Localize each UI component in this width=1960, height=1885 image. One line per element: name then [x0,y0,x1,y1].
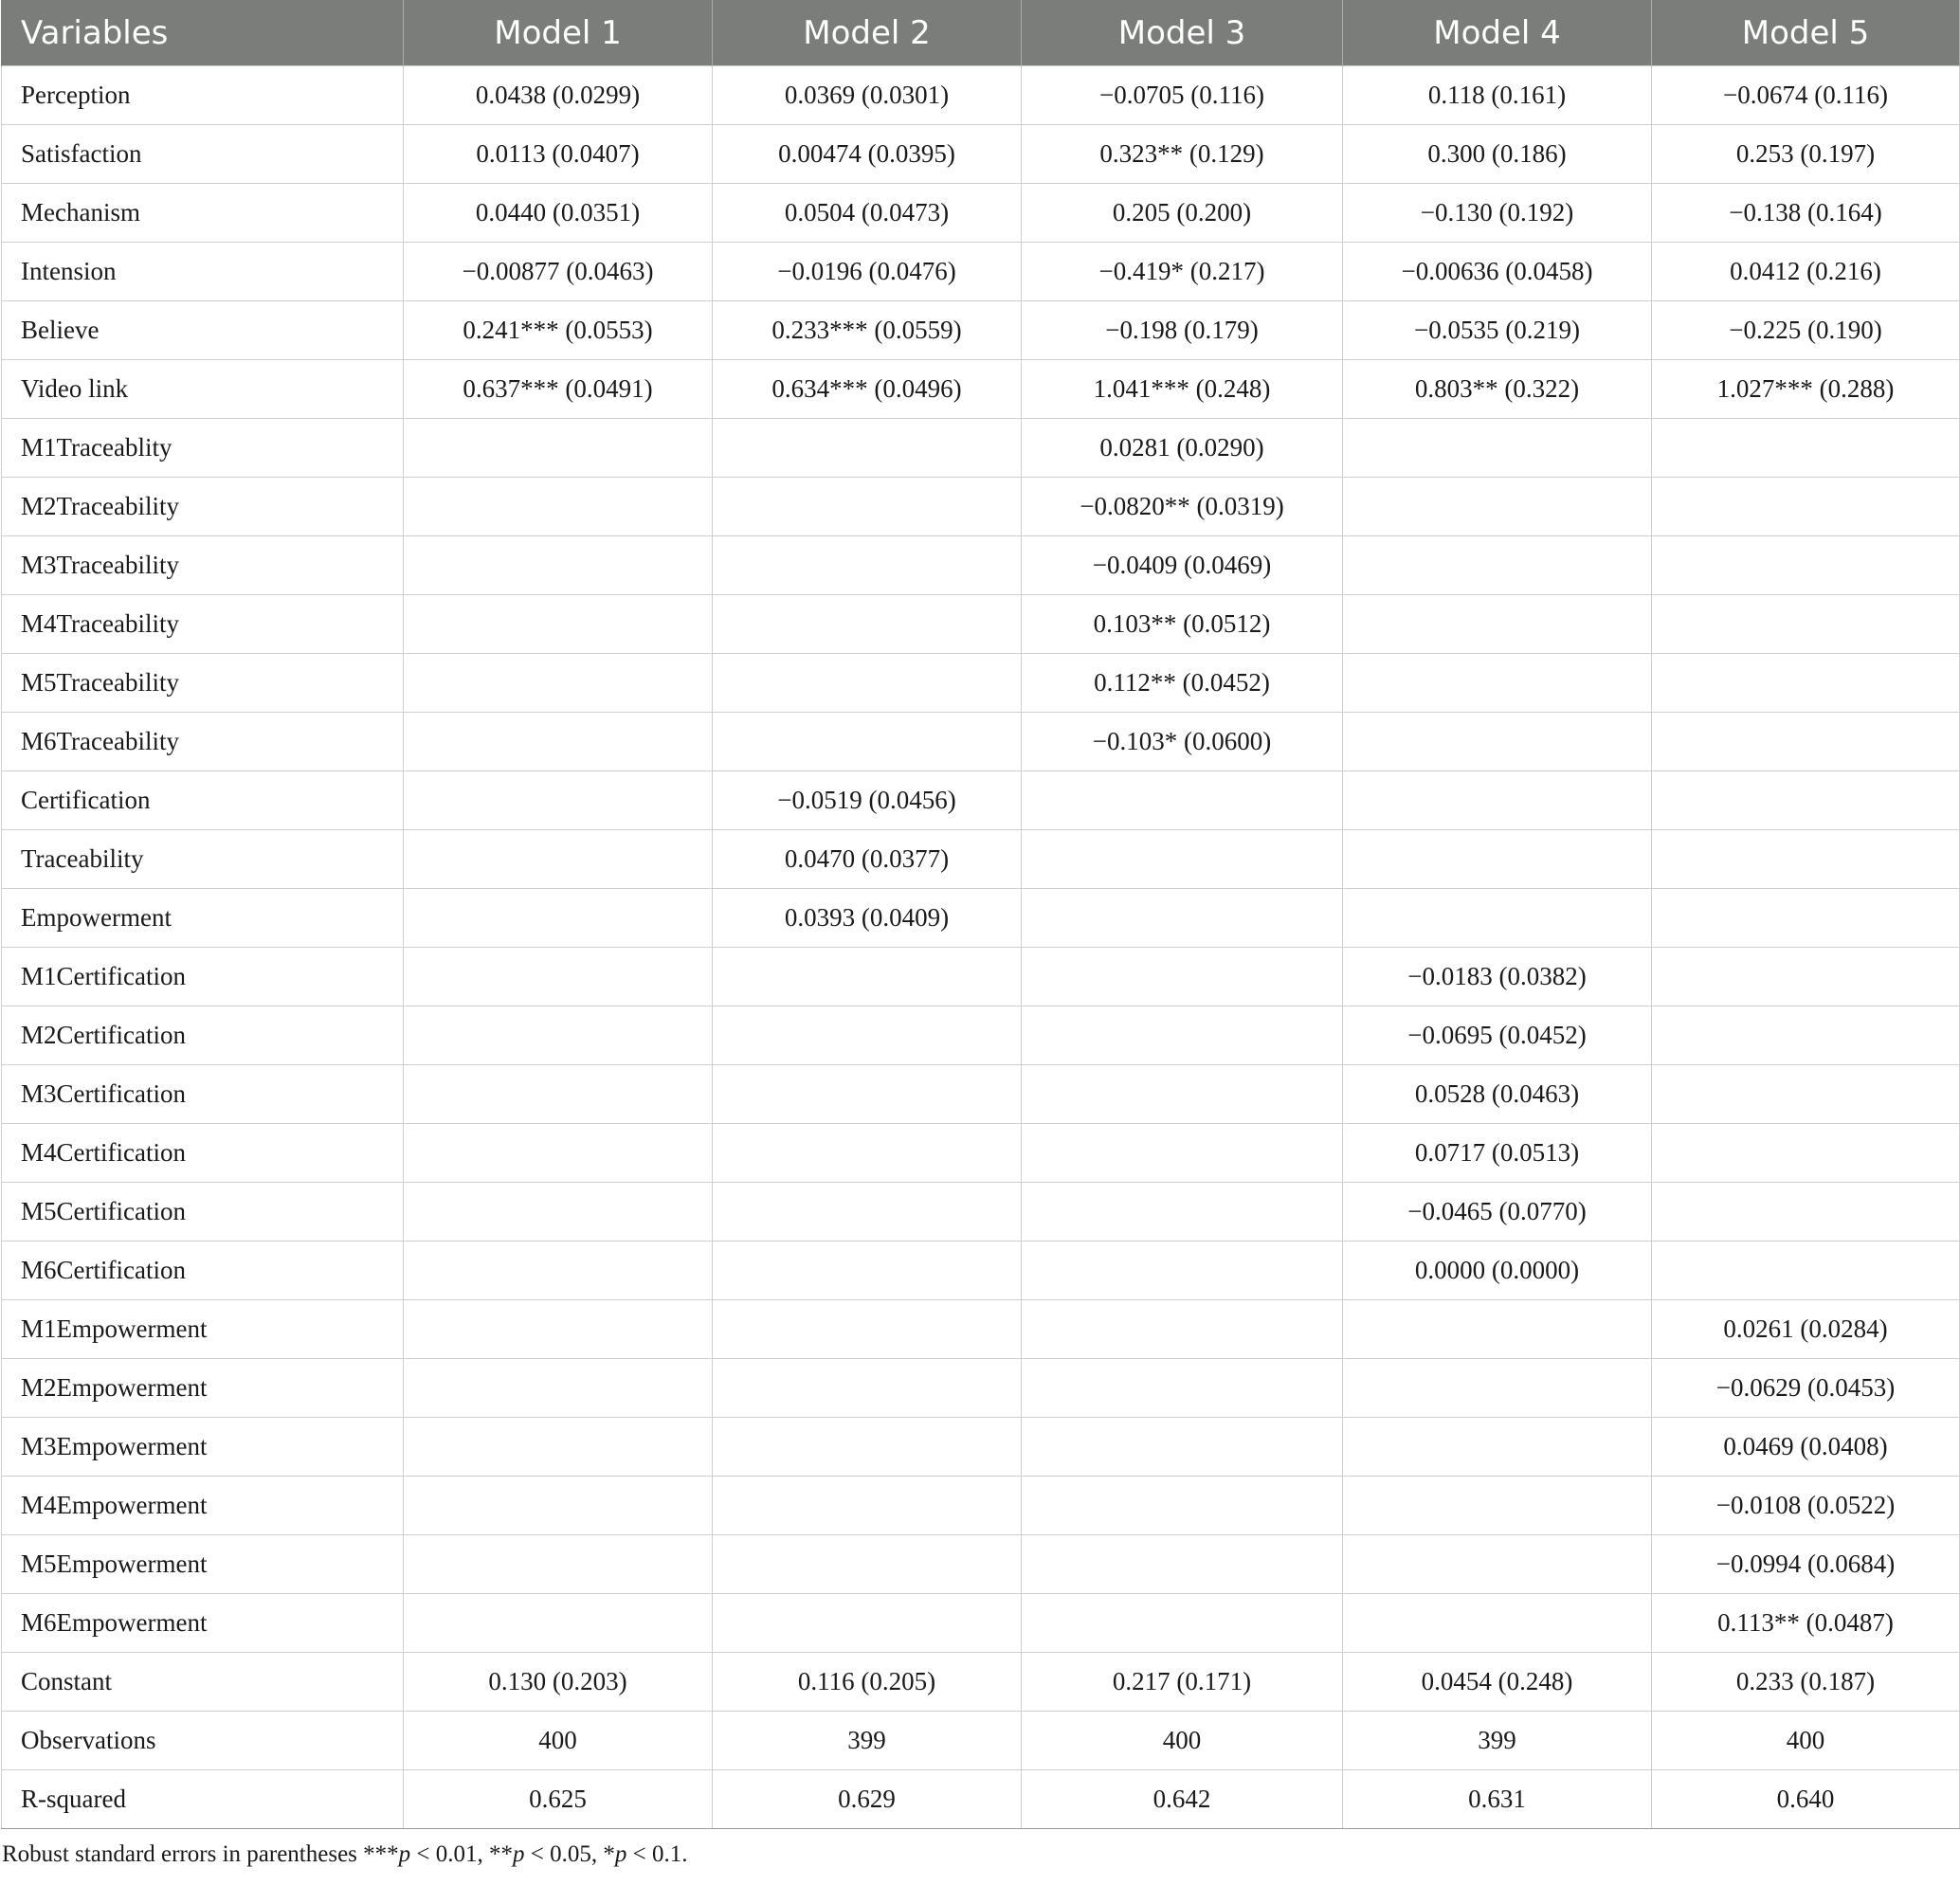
coefficient-cell: 0.116 (0.205) [713,1653,1022,1712]
footnote-threshold-1: < 0.01, [410,1841,490,1867]
coefficient-cell [1343,1300,1652,1359]
variable-name-cell: M6Traceability [2,713,404,771]
coefficient-cell: 0.0470 (0.0377) [713,830,1022,889]
coefficient-cell [713,1242,1022,1300]
coefficient-cell: 0.0717 (0.0513) [1343,1124,1652,1183]
coefficient-cell: 0.130 (0.203) [404,1653,713,1712]
table-row [2,419,1960,478]
coefficient-cell [1652,536,1960,595]
coefficient-cell [1652,830,1960,889]
coefficient-cell: −0.0820** (0.0319) [1022,478,1343,536]
variable-name-cell: M5Empowerment [2,1535,404,1594]
coefficient-cell: 0.0113 (0.0407) [404,125,713,184]
coefficient-cell [1652,1242,1960,1300]
coefficient-cell: 0.0393 (0.0409) [713,889,1022,948]
coefficient-cell: 0.112** (0.0452) [1022,654,1343,713]
coefficient-cell [404,1065,713,1124]
coefficient-cell: 0.0412 (0.216) [1652,243,1960,301]
table-row [2,889,1960,948]
table-row [2,771,1960,830]
coefficient-cell [404,1242,713,1300]
coefficient-cell: 0.233 (0.187) [1652,1653,1960,1712]
variable-name-cell: Intension [2,243,404,301]
coefficient-cell: 0.0369 (0.0301) [713,66,1022,125]
variable-name-cell: Video link [2,360,404,419]
coefficient-cell: 0.642 [1022,1770,1343,1829]
coefficient-cell [1343,1418,1652,1477]
coefficient-cell: 400 [1652,1712,1960,1770]
variable-name-cell: Satisfaction [2,125,404,184]
footnote-stars-2: ** [489,1841,514,1867]
coefficient-cell [404,1183,713,1242]
table-row [2,595,1960,654]
coefficient-cell [1652,713,1960,771]
coefficient-cell [404,948,713,1006]
coefficient-cell [1343,1359,1652,1418]
table-row [2,1300,1960,1359]
coefficient-cell [1343,771,1652,830]
coefficient-cell [1022,1065,1343,1124]
coefficient-cell [1022,1359,1343,1418]
coefficient-cell [713,1300,1022,1359]
variable-name-cell: M4Traceability [2,595,404,654]
coefficient-cell [404,713,713,771]
coefficient-cell: 0.0504 (0.0473) [713,184,1022,243]
coefficient-cell [713,1124,1022,1183]
coefficient-cell: −0.0705 (0.116) [1022,66,1343,125]
variable-name-cell: M2Empowerment [2,1359,404,1418]
variable-name-cell: M1Empowerment [2,1300,404,1359]
coefficient-cell [713,1477,1022,1535]
coefficient-cell: −0.0674 (0.116) [1652,66,1960,125]
coefficient-cell [1022,1183,1343,1242]
table-row [2,66,1960,125]
coefficient-cell: 0.205 (0.200) [1022,184,1343,243]
coefficient-cell [1022,1535,1343,1594]
coefficient-cell: 399 [1343,1712,1652,1770]
coefficient-cell: 1.027*** (0.288) [1652,360,1960,419]
coefficient-cell: 0.0438 (0.0299) [404,66,713,125]
table-body [2,66,1960,1829]
coefficient-cell: 0.631 [1343,1770,1652,1829]
coefficient-cell [1343,889,1652,948]
table-header [2,1,1960,66]
coefficient-cell [713,1359,1022,1418]
table-row [2,830,1960,889]
coefficient-cell [404,654,713,713]
coefficient-cell: 0.640 [1652,1770,1960,1829]
coefficient-cell [713,1006,1022,1065]
coefficient-cell [404,1418,713,1477]
coefficient-cell [1652,1065,1960,1124]
variable-name-cell: M4Empowerment [2,1477,404,1535]
coefficient-cell [1022,1418,1343,1477]
variable-name-cell: M3Traceability [2,536,404,595]
coefficient-cell: 399 [713,1712,1022,1770]
table-row [2,243,1960,301]
table-row [2,1006,1960,1065]
footnote-threshold-2: < 0.05, [524,1841,604,1867]
coefficient-cell: 0.629 [713,1770,1022,1829]
table-footnote [2,1841,687,1868]
coefficient-cell [1652,1006,1960,1065]
coefficient-cell [404,830,713,889]
coefficient-cell [713,595,1022,654]
coefficient-cell: −0.0108 (0.0522) [1652,1477,1960,1535]
variable-name-cell: M6Certification [2,1242,404,1300]
variable-name-cell: M1Traceablity [2,419,404,478]
table-row [2,1653,1960,1712]
coefficient-cell: 0.241*** (0.0553) [404,301,713,360]
coefficient-cell [713,478,1022,536]
column-header-model-3: Model 3 [1022,1,1343,66]
coefficient-cell [713,1535,1022,1594]
table-row [2,1477,1960,1535]
coefficient-cell [1022,889,1343,948]
coefficient-cell [404,1124,713,1183]
coefficient-cell [713,713,1022,771]
coefficient-cell: 0.103** (0.0512) [1022,595,1343,654]
coefficient-cell [404,478,713,536]
coefficient-cell: −0.0196 (0.0476) [713,243,1022,301]
variable-name-cell: Believe [2,301,404,360]
table-row [2,536,1960,595]
coefficient-cell [1022,830,1343,889]
variable-name-cell: Perception [2,66,404,125]
coefficient-cell: 0.634*** (0.0496) [713,360,1022,419]
variable-name-cell: M5Certification [2,1183,404,1242]
coefficient-cell [404,1477,713,1535]
coefficient-cell [1022,1124,1343,1183]
variable-name-cell: Traceability [2,830,404,889]
coefficient-cell [404,1300,713,1359]
variable-name-cell: Certification [2,771,404,830]
table-row [2,1359,1960,1418]
table-row [2,1183,1960,1242]
coefficient-cell [1343,1594,1652,1653]
coefficient-cell: 0.0469 (0.0408) [1652,1418,1960,1477]
coefficient-cell: −0.00636 (0.0458) [1343,243,1652,301]
coefficient-cell: −0.0994 (0.0684) [1652,1535,1960,1594]
table-row [2,948,1960,1006]
table-row [2,654,1960,713]
coefficient-cell [1343,536,1652,595]
coefficient-cell: 0.803** (0.322) [1343,360,1652,419]
coefficient-cell: 0.300 (0.186) [1343,125,1652,184]
coefficient-cell [404,1359,713,1418]
coefficient-cell: 0.0440 (0.0351) [404,184,713,243]
coefficient-cell: −0.0695 (0.0452) [1343,1006,1652,1065]
table-row [2,360,1960,419]
coefficient-cell [713,654,1022,713]
coefficient-cell [404,771,713,830]
coefficient-cell: 0.637*** (0.0491) [404,360,713,419]
variable-name-cell: M5Traceability [2,654,404,713]
coefficient-cell: −0.103* (0.0600) [1022,713,1343,771]
coefficient-cell [1652,771,1960,830]
variable-name-cell: M6Empowerment [2,1594,404,1653]
coefficient-cell [1343,478,1652,536]
coefficient-cell [713,536,1022,595]
coefficient-cell [1343,830,1652,889]
column-header-model-5: Model 5 [1652,1,1960,66]
footnote-threshold-3: < 0.1. [626,1841,688,1867]
table-row [2,184,1960,243]
coefficient-cell [404,889,713,948]
coefficient-cell [1022,948,1343,1006]
coefficient-cell [713,1065,1022,1124]
variable-name-cell: M2Traceability [2,478,404,536]
variable-name-cell: M2Certification [2,1006,404,1065]
table-row [2,1535,1960,1594]
table-row [2,1594,1960,1653]
variable-name-cell: M4Certification [2,1124,404,1183]
coefficient-cell [1652,654,1960,713]
table-row [2,125,1960,184]
coefficient-cell: −0.0535 (0.219) [1343,301,1652,360]
column-header-model-1: Model 1 [404,1,713,66]
coefficient-cell [1022,1006,1343,1065]
coefficient-cell: 0.118 (0.161) [1343,66,1652,125]
footnote-stars-3: * [603,1841,615,1867]
coefficient-cell [1343,419,1652,478]
table-row [2,1065,1960,1124]
coefficient-cell: 0.0261 (0.0284) [1652,1300,1960,1359]
column-header-variables: Variables [2,1,404,66]
coefficient-cell [713,1183,1022,1242]
coefficient-cell [1022,1300,1343,1359]
coefficient-cell: 400 [404,1712,713,1770]
variable-name-cell: Observations [2,1712,404,1770]
coefficient-cell: 400 [1022,1712,1343,1770]
variable-name-cell: R-squared [2,1770,404,1829]
coefficient-cell: −0.00877 (0.0463) [404,243,713,301]
coefficient-cell [1343,1535,1652,1594]
coefficient-cell [1022,1594,1343,1653]
coefficient-cell: 0.233*** (0.0559) [713,301,1022,360]
coefficient-cell: −0.225 (0.190) [1652,301,1960,360]
footnote-p-2: p [513,1841,525,1867]
coefficient-cell: 0.113** (0.0487) [1652,1594,1960,1653]
coefficient-cell [1022,1242,1343,1300]
coefficient-cell: −0.0183 (0.0382) [1343,948,1652,1006]
coefficient-cell [713,948,1022,1006]
coefficient-cell [1343,1477,1652,1535]
coefficient-cell: −0.419* (0.217) [1022,243,1343,301]
coefficient-cell [1652,478,1960,536]
table-row [2,1242,1960,1300]
coefficient-cell: 0.0454 (0.248) [1343,1653,1652,1712]
coefficient-cell: −0.0409 (0.0469) [1022,536,1343,595]
coefficient-cell [713,419,1022,478]
coefficient-cell [1652,889,1960,948]
coefficient-cell: −0.130 (0.192) [1343,184,1652,243]
footnote-p-1: p [398,1841,411,1867]
coefficient-cell: −0.138 (0.164) [1652,184,1960,243]
coefficient-cell [1022,1477,1343,1535]
footnote-p-3: p [614,1841,627,1867]
coefficient-cell [404,1594,713,1653]
coefficient-cell [1343,595,1652,654]
coefficient-cell: −0.0519 (0.0456) [713,771,1022,830]
coefficient-cell: −0.198 (0.179) [1022,301,1343,360]
footnote-stars-1: *** [363,1841,399,1867]
table-row [2,301,1960,360]
coefficient-cell: 0.0528 (0.0463) [1343,1065,1652,1124]
coefficient-cell [1652,419,1960,478]
column-header-model-2: Model 2 [713,1,1022,66]
coefficient-cell: 0.0000 (0.0000) [1343,1242,1652,1300]
coefficient-cell: 0.217 (0.171) [1022,1653,1343,1712]
table-row [2,1712,1960,1770]
coefficient-cell [404,1006,713,1065]
coefficient-cell: 0.625 [404,1770,713,1829]
coefficient-cell [713,1594,1022,1653]
coefficient-cell: 0.00474 (0.0395) [713,125,1022,184]
table-row [2,1418,1960,1477]
coefficient-cell [404,1535,713,1594]
coefficient-cell [1022,771,1343,830]
variable-name-cell: M1Certification [2,948,404,1006]
table-row [2,478,1960,536]
coefficient-cell [1652,1124,1960,1183]
coefficient-cell: −0.0629 (0.0453) [1652,1359,1960,1418]
table-row [2,1770,1960,1829]
coefficient-cell [1343,654,1652,713]
coefficient-cell [404,595,713,654]
coefficient-cell: 0.323** (0.129) [1022,125,1343,184]
header-row [2,1,1960,66]
coefficient-cell: 0.253 (0.197) [1652,125,1960,184]
coefficient-cell: 1.041*** (0.248) [1022,360,1343,419]
variable-name-cell: M3Empowerment [2,1418,404,1477]
coefficient-cell: −0.0465 (0.0770) [1343,1183,1652,1242]
coefficient-cell [1652,595,1960,654]
table-row [2,1124,1960,1183]
table-row [2,713,1960,771]
variable-name-cell: Empowerment [2,889,404,948]
coefficient-cell [1652,948,1960,1006]
coefficient-cell [713,1418,1022,1477]
column-header-model-4: Model 4 [1343,1,1652,66]
variable-name-cell: Mechanism [2,184,404,243]
regression-table [1,0,1960,1829]
coefficient-cell: 0.0281 (0.0290) [1022,419,1343,478]
coefficient-cell [404,536,713,595]
coefficient-cell [1652,1183,1960,1242]
variable-name-cell: M3Certification [2,1065,404,1124]
coefficient-cell [1343,713,1652,771]
footnote-lead: Robust standard errors in parentheses [2,1841,364,1867]
variable-name-cell: Constant [2,1653,404,1712]
coefficient-cell [404,419,713,478]
